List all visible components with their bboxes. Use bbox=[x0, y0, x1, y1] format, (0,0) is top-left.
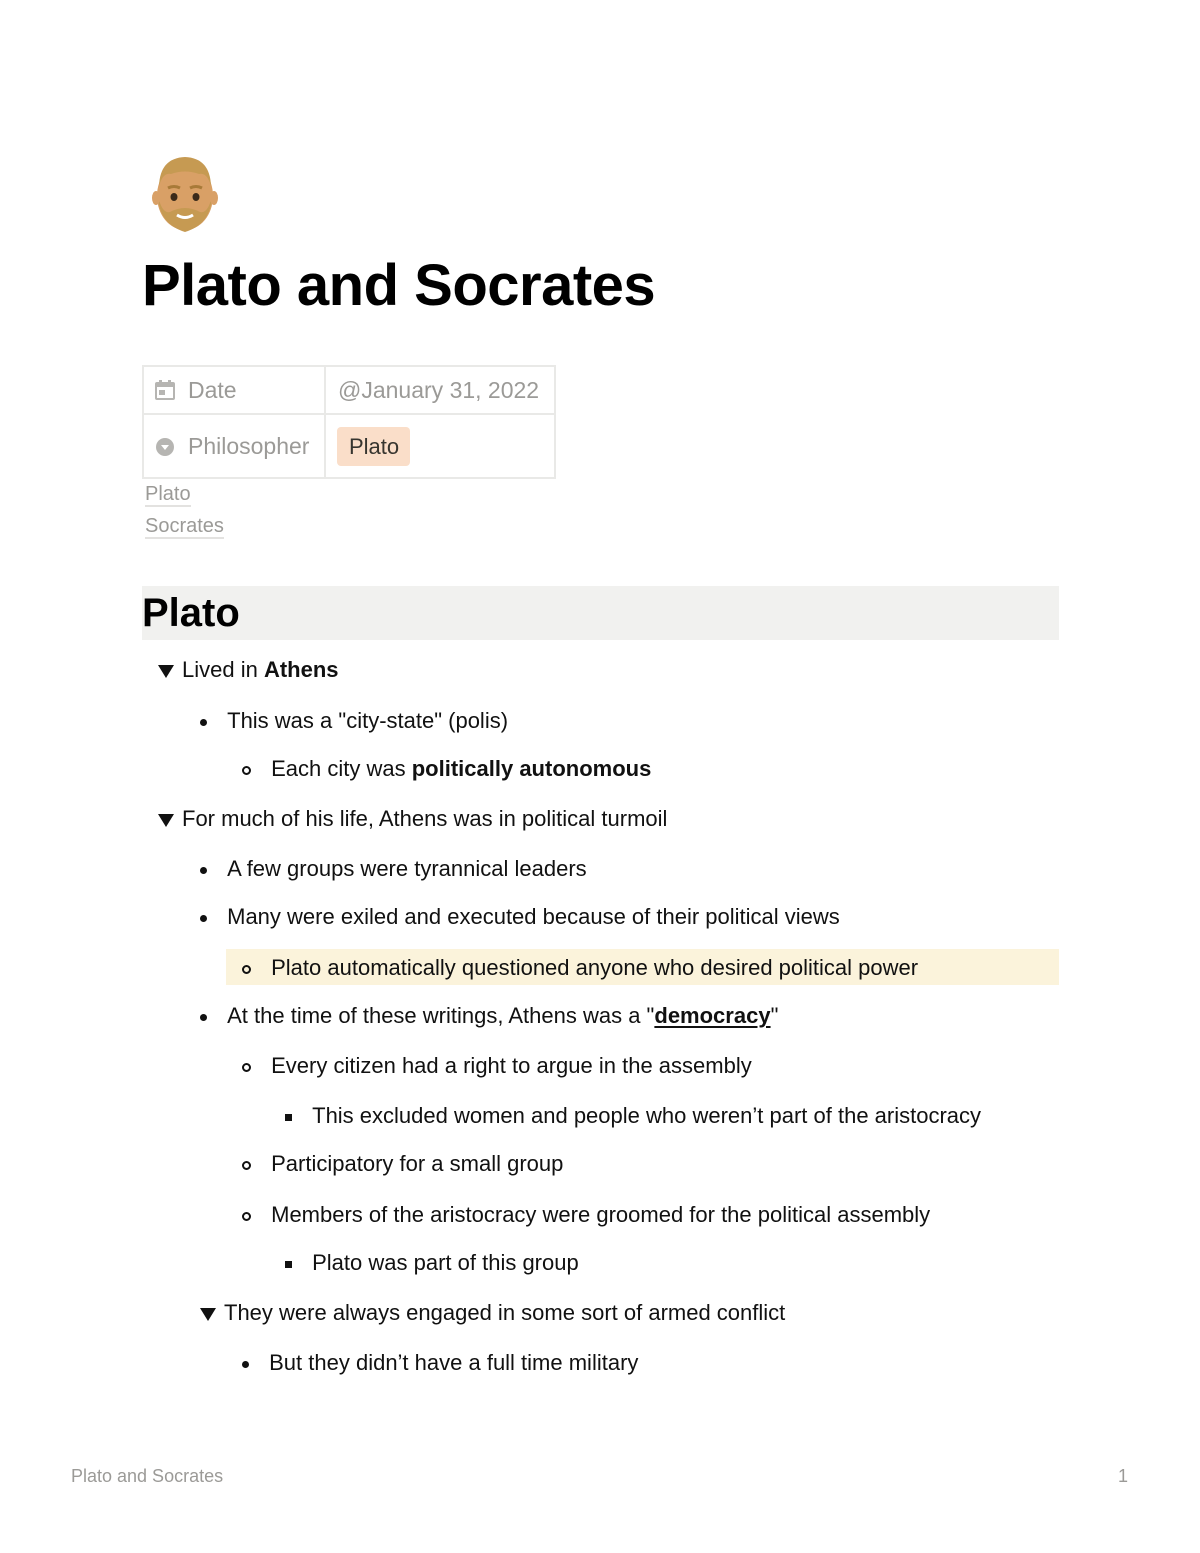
list-item: This was a "city-state" (polis) bbox=[200, 707, 508, 735]
toggle-political-turmoil: For much of his life, Athens was in political turmoil bbox=[158, 805, 667, 833]
mention-link-socrates[interactable]: Socrates bbox=[145, 515, 224, 537]
democracy-link[interactable]: democracy bbox=[654, 1003, 771, 1028]
calendar-icon bbox=[154, 379, 176, 401]
list-item: Many were exiled and executed because of their political views bbox=[200, 903, 840, 931]
properties-table bbox=[142, 365, 556, 479]
list-item: This excluded women and people who weren’t part of the aristocracy bbox=[285, 1102, 981, 1130]
toggle-arrow-icon[interactable] bbox=[158, 665, 174, 678]
list-item: Plato was part of this group bbox=[285, 1249, 579, 1277]
property-name-date[interactable] bbox=[143, 366, 325, 414]
list-item: At the time of these writings, Athens was a "democracy" bbox=[200, 1002, 778, 1030]
property-label-philosopher: Philosopher bbox=[188, 432, 310, 459]
square-bullet-icon bbox=[285, 1114, 292, 1121]
circle-bullet-icon bbox=[242, 965, 251, 974]
select-icon bbox=[154, 435, 176, 457]
bearded-man-icon bbox=[150, 152, 220, 234]
circle-bullet-icon bbox=[242, 1063, 251, 1072]
list-item: A few groups were tyrannical leaders bbox=[200, 855, 587, 883]
property-value-philosopher[interactable] bbox=[325, 414, 555, 478]
bullet-icon bbox=[242, 1361, 249, 1368]
page-title: Plato and Socrates bbox=[142, 253, 656, 318]
circle-bullet-icon bbox=[242, 1212, 251, 1221]
bullet-icon bbox=[200, 867, 207, 874]
bullet-icon bbox=[200, 1014, 207, 1021]
list-item: But they didn’t have a full time military bbox=[242, 1349, 638, 1377]
toggle-armed-conflict: They were always engaged in some sort of armed conflict bbox=[200, 1299, 785, 1327]
list-item-highlighted: Plato automatically questioned anyone who desired political power bbox=[242, 954, 918, 982]
section-heading: Plato bbox=[142, 586, 1059, 640]
square-bullet-icon bbox=[285, 1261, 292, 1268]
bullet-icon bbox=[200, 915, 207, 922]
circle-bullet-icon bbox=[242, 1161, 251, 1170]
toggle-arrow-icon[interactable] bbox=[200, 1308, 216, 1321]
page-number: 1 bbox=[1118, 1466, 1129, 1486]
property-label-date: Date bbox=[188, 376, 237, 403]
mention-link-plato[interactable]: Plato bbox=[145, 483, 191, 505]
bullet-icon bbox=[200, 719, 207, 726]
property-row-philosopher bbox=[143, 414, 555, 478]
list-item: Members of the aristocracy were groomed for the political assembly bbox=[242, 1201, 930, 1229]
footer-title: Plato and Socrates bbox=[71, 1466, 224, 1486]
property-value-date[interactable] bbox=[325, 366, 555, 414]
property-row-date bbox=[143, 366, 555, 414]
list-item: Every citizen had a right to argue in the assembly bbox=[242, 1052, 752, 1080]
toggle-lived-in-athens: Lived in Athens bbox=[158, 656, 339, 684]
philosopher-tag[interactable]: Plato bbox=[337, 427, 410, 466]
toggle-arrow-icon[interactable] bbox=[158, 814, 174, 827]
list-item: Participatory for a small group bbox=[242, 1150, 563, 1178]
list-item: Each city was politically autonomous bbox=[242, 755, 651, 783]
property-name-philosopher[interactable] bbox=[143, 414, 325, 478]
date-value: @January 31, 2022 bbox=[338, 376, 540, 403]
circle-bullet-icon bbox=[242, 766, 251, 775]
